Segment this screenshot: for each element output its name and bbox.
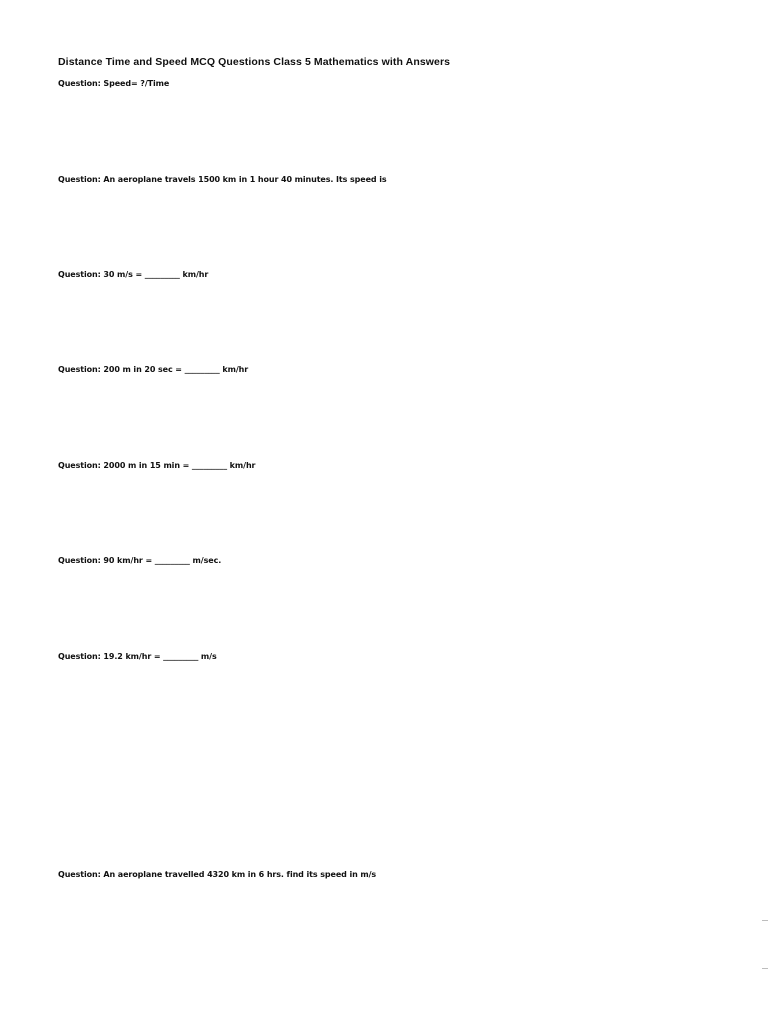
- question-7: Question: 19.2 km/hr = _________ m/s: [58, 652, 217, 661]
- question-1: Question: Speed= ?/Time: [58, 79, 170, 88]
- question-6: Question: 90 km/hr = _________ m/sec.: [58, 556, 222, 565]
- question-3: Question: 30 m/s = _________ km/hr: [58, 270, 209, 279]
- edge-mark-top: [762, 920, 768, 921]
- question-5: Question: 2000 m in 15 min = _________ km/hr: [58, 461, 256, 470]
- document-title: Distance Time and Speed MCQ Questions Class 5 Mathematics with Answers: [58, 56, 451, 68]
- question-8: Question: An aeroplane travelled 4320 km in 6 hrs. find its speed in m/s: [58, 870, 377, 879]
- question-2: Question: An aeroplane travels 1500 km in 1 hour 40 minutes. Its speed is: [58, 175, 387, 184]
- question-4: Question: 200 m in 20 sec = _________ km/hr: [58, 365, 249, 374]
- edge-mark-bottom: [762, 968, 768, 969]
